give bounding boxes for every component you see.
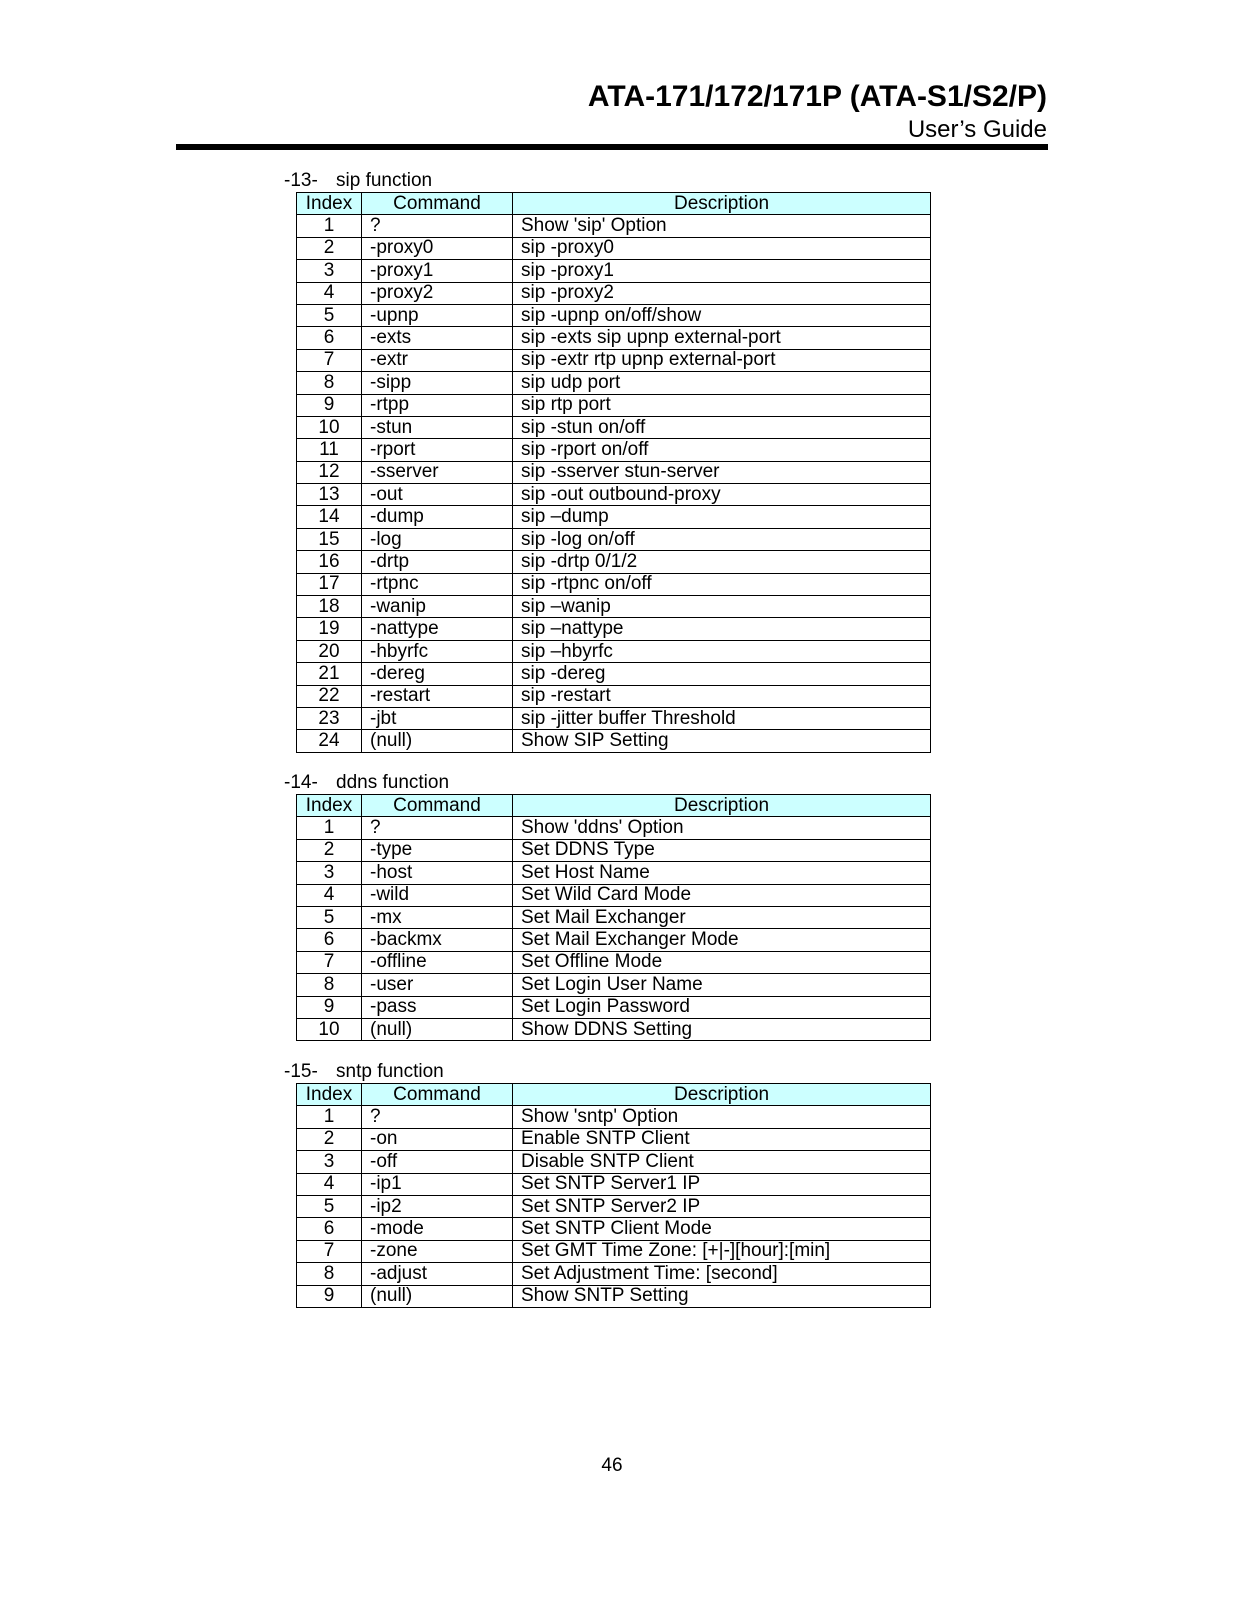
cell-description: sip -extr rtp upnp external-port <box>513 349 931 371</box>
cell-index: 13 <box>297 484 362 506</box>
column-header-index: Index <box>297 1084 362 1106</box>
column-header-index: Index <box>297 795 362 817</box>
cell-command: -proxy1 <box>362 260 513 282</box>
cell-command: -dump <box>362 506 513 528</box>
cell-description: sip -log on/off <box>513 528 931 550</box>
table-row <box>297 304 931 326</box>
cell-index: 10 <box>297 416 362 438</box>
cell-description: sip -sserver stun-server <box>513 461 931 483</box>
cell-index: 4 <box>297 884 362 906</box>
table-row <box>297 237 931 259</box>
table-row <box>297 528 931 550</box>
cell-description: sip -proxy0 <box>513 237 931 259</box>
cell-command: -type <box>362 839 513 861</box>
column-header-index: Index <box>297 193 362 215</box>
table-row <box>297 862 931 884</box>
column-header-command: Command <box>362 193 513 215</box>
cell-command: -dereg <box>362 663 513 685</box>
cell-description: sip –nattype <box>513 618 931 640</box>
table-row <box>297 439 931 461</box>
cell-command: -on <box>362 1128 513 1150</box>
cell-command: -jbt <box>362 707 513 729</box>
cell-index: 3 <box>297 260 362 282</box>
table-row <box>297 1018 931 1040</box>
cell-command: -upnp <box>362 304 513 326</box>
cell-index: 24 <box>297 730 362 752</box>
cell-index: 8 <box>297 974 362 996</box>
cell-description: sip -restart <box>513 685 931 707</box>
section-sntp <box>284 1061 931 1308</box>
cell-index: 19 <box>297 618 362 640</box>
column-header-description: Description <box>513 193 931 215</box>
table-row <box>297 884 931 906</box>
cell-description: Set Login User Name <box>513 974 931 996</box>
cell-index: 22 <box>297 685 362 707</box>
table-row <box>297 618 931 640</box>
cell-command: -restart <box>362 685 513 707</box>
cell-description: Set GMT Time Zone: [+|-][hour]:[min] <box>513 1240 931 1262</box>
cell-description: Show SIP Setting <box>513 730 931 752</box>
cell-command: ? <box>362 1106 513 1128</box>
document-subtitle: User’s Guide <box>907 116 1047 143</box>
cell-command: -zone <box>362 1240 513 1262</box>
cell-index: 4 <box>297 282 362 304</box>
section-name: ddns function <box>336 772 450 793</box>
cell-description: Set Offline Mode <box>513 951 931 973</box>
cell-description: sip –hbyrfc <box>513 640 931 662</box>
cell-command: -extr <box>362 349 513 371</box>
table-row <box>297 416 931 438</box>
table-row <box>297 1195 931 1217</box>
section-title <box>284 170 931 192</box>
section-number: -13- <box>284 170 318 191</box>
section-title <box>284 1061 931 1083</box>
cell-command: ? <box>362 215 513 237</box>
table-row <box>297 839 931 861</box>
cell-index: 12 <box>297 461 362 483</box>
section-title <box>284 772 931 794</box>
table-row <box>297 282 931 304</box>
cell-command: -offline <box>362 951 513 973</box>
table-row <box>297 906 931 928</box>
cell-index: 6 <box>297 929 362 951</box>
cell-index: 8 <box>297 1263 362 1285</box>
cell-index: 20 <box>297 640 362 662</box>
cell-command: -wild <box>362 884 513 906</box>
cell-description: Set SNTP Server1 IP <box>513 1173 931 1195</box>
cell-index: 18 <box>297 596 362 618</box>
cell-description: Set DDNS Type <box>513 839 931 861</box>
table-row <box>297 1128 931 1150</box>
cell-command: -sserver <box>362 461 513 483</box>
table-row <box>297 707 931 729</box>
cell-description: sip -exts sip upnp external-port <box>513 327 931 349</box>
cell-index: 6 <box>297 327 362 349</box>
cell-description: Show 'sntp' Option <box>513 1106 931 1128</box>
table-row <box>297 685 931 707</box>
table-row <box>297 1218 931 1240</box>
cell-index: 2 <box>297 839 362 861</box>
table-row <box>297 1285 931 1307</box>
command-table <box>296 794 931 1041</box>
table-row <box>297 929 931 951</box>
cell-index: 5 <box>297 304 362 326</box>
cell-command: (null) <box>362 1018 513 1040</box>
section-ddns <box>284 772 931 1041</box>
cell-command: -user <box>362 974 513 996</box>
cell-command: (null) <box>362 1285 513 1307</box>
cell-description: Set SNTP Client Mode <box>513 1218 931 1240</box>
cell-index: 23 <box>297 707 362 729</box>
cell-command: -nattype <box>362 618 513 640</box>
cell-command: (null) <box>362 730 513 752</box>
column-header-command: Command <box>362 1084 513 1106</box>
table-header-row <box>297 193 931 215</box>
cell-index: 9 <box>297 1285 362 1307</box>
table-row <box>297 573 931 595</box>
cell-description: Set Wild Card Mode <box>513 884 931 906</box>
cell-description: Set Mail Exchanger Mode <box>513 929 931 951</box>
cell-index: 5 <box>297 906 362 928</box>
cell-command: -out <box>362 484 513 506</box>
cell-command: -proxy0 <box>362 237 513 259</box>
cell-index: 2 <box>297 1128 362 1150</box>
cell-description: Show 'ddns' Option <box>513 817 931 839</box>
table-header-row <box>297 795 931 817</box>
cell-index: 9 <box>297 394 362 416</box>
cell-description: sip udp port <box>513 372 931 394</box>
cell-index: 17 <box>297 573 362 595</box>
table-row <box>297 372 931 394</box>
cell-description: sip -drtp 0/1/2 <box>513 551 931 573</box>
cell-command: -mode <box>362 1218 513 1240</box>
table-row <box>297 974 931 996</box>
cell-command: -pass <box>362 996 513 1018</box>
section-number: -14- <box>284 772 318 793</box>
cell-description: Disable SNTP Client <box>513 1151 931 1173</box>
section-sip <box>284 170 931 753</box>
cell-command: -rtpp <box>362 394 513 416</box>
cell-command: -exts <box>362 327 513 349</box>
cell-command: -host <box>362 862 513 884</box>
cell-description: sip -proxy2 <box>513 282 931 304</box>
cell-command: -ip1 <box>362 1173 513 1195</box>
cell-description: Set Mail Exchanger <box>513 906 931 928</box>
cell-index: 7 <box>297 349 362 371</box>
table-row <box>297 996 931 1018</box>
table-row <box>297 1240 931 1262</box>
cell-index: 15 <box>297 528 362 550</box>
header-rule <box>176 144 1048 150</box>
table-row <box>297 1173 931 1195</box>
cell-command: -sipp <box>362 372 513 394</box>
cell-index: 10 <box>297 1018 362 1040</box>
table-row <box>297 1106 931 1128</box>
cell-index: 14 <box>297 506 362 528</box>
cell-command: -backmx <box>362 929 513 951</box>
section-number: -15- <box>284 1061 318 1082</box>
cell-command: -rport <box>362 439 513 461</box>
column-header-command: Command <box>362 795 513 817</box>
table-row <box>297 730 931 752</box>
cell-description: Show SNTP Setting <box>513 1285 931 1307</box>
column-header-description: Description <box>513 1084 931 1106</box>
table-row <box>297 215 931 237</box>
cell-index: 8 <box>297 372 362 394</box>
table-row <box>297 1263 931 1285</box>
cell-index: 16 <box>297 551 362 573</box>
cell-command: -mx <box>362 906 513 928</box>
cell-description: sip -rport on/off <box>513 439 931 461</box>
cell-command: -drtp <box>362 551 513 573</box>
document-title: ATA-171/172/171P (ATA-S1/S2/P) <box>587 80 1047 113</box>
cell-command: -stun <box>362 416 513 438</box>
command-table <box>296 192 931 753</box>
cell-description: Set Host Name <box>513 862 931 884</box>
cell-description: Show DDNS Setting <box>513 1018 931 1040</box>
cell-index: 1 <box>297 817 362 839</box>
cell-index: 9 <box>297 996 362 1018</box>
table-row <box>297 349 931 371</box>
cell-command: -wanip <box>362 596 513 618</box>
cell-description: sip rtp port <box>513 394 931 416</box>
table-row <box>297 394 931 416</box>
table-row <box>297 951 931 973</box>
table-row <box>297 506 931 528</box>
cell-description: sip -jitter buffer Threshold <box>513 707 931 729</box>
cell-index: 21 <box>297 663 362 685</box>
cell-index: 7 <box>297 1240 362 1262</box>
cell-index: 1 <box>297 215 362 237</box>
cell-command: -adjust <box>362 1263 513 1285</box>
table-row <box>297 640 931 662</box>
cell-index: 11 <box>297 439 362 461</box>
section-name: sip function <box>336 170 433 191</box>
cell-description: sip –wanip <box>513 596 931 618</box>
table-header-row <box>297 1084 931 1106</box>
cell-description: sip -out outbound-proxy <box>513 484 931 506</box>
cell-index: 2 <box>297 237 362 259</box>
cell-index: 5 <box>297 1195 362 1217</box>
table-row <box>297 327 931 349</box>
table-row <box>297 596 931 618</box>
table-row <box>297 551 931 573</box>
table-row <box>297 1151 931 1173</box>
cell-description: Show 'sip' Option <box>513 215 931 237</box>
cell-index: 3 <box>297 1151 362 1173</box>
cell-command: -hbyrfc <box>362 640 513 662</box>
section-name: sntp function <box>336 1061 444 1082</box>
column-header-description: Description <box>513 795 931 817</box>
cell-command: ? <box>362 817 513 839</box>
cell-index: 6 <box>297 1218 362 1240</box>
table-row <box>297 484 931 506</box>
cell-index: 7 <box>297 951 362 973</box>
cell-command: -log <box>362 528 513 550</box>
cell-description: sip -stun on/off <box>513 416 931 438</box>
table-row <box>297 663 931 685</box>
cell-command: -rtpnc <box>362 573 513 595</box>
cell-description: sip -upnp on/off/show <box>513 304 931 326</box>
cell-index: 4 <box>297 1173 362 1195</box>
cell-description: sip -proxy1 <box>513 260 931 282</box>
cell-index: 1 <box>297 1106 362 1128</box>
page-number: 46 <box>601 1455 623 1476</box>
cell-description: sip –dump <box>513 506 931 528</box>
cell-description: sip -rtpnc on/off <box>513 573 931 595</box>
cell-description: sip -dereg <box>513 663 931 685</box>
cell-description: Set Adjustment Time: [second] <box>513 1263 931 1285</box>
table-row <box>297 461 931 483</box>
cell-description: Set Login Password <box>513 996 931 1018</box>
command-table <box>296 1083 931 1308</box>
cell-description: Set SNTP Server2 IP <box>513 1195 931 1217</box>
table-row <box>297 260 931 282</box>
page-header <box>588 80 1047 144</box>
cell-description: Enable SNTP Client <box>513 1128 931 1150</box>
cell-command: -ip2 <box>362 1195 513 1217</box>
table-row <box>297 817 931 839</box>
cell-command: -proxy2 <box>362 282 513 304</box>
cell-command: -off <box>362 1151 513 1173</box>
cell-index: 3 <box>297 862 362 884</box>
